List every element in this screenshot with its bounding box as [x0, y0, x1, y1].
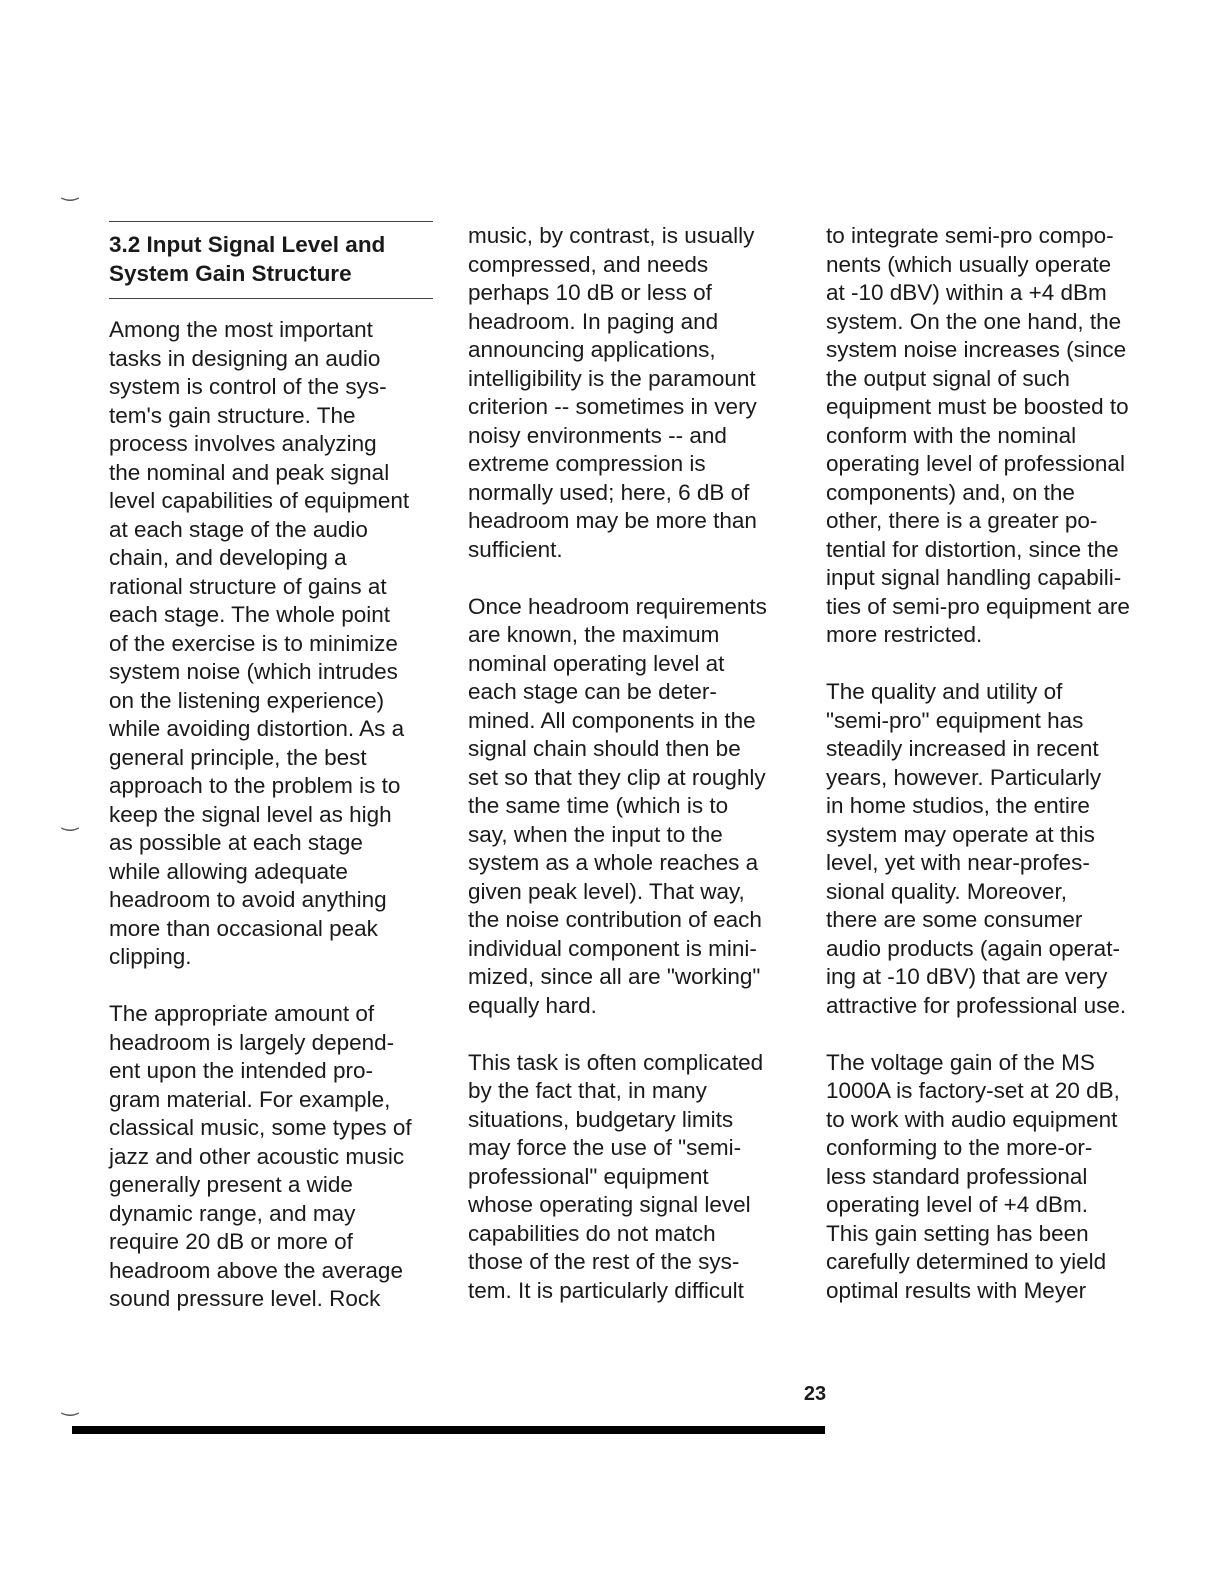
text-line: The quality and utility of	[826, 679, 1063, 704]
text-line: classical music, some types of	[109, 1115, 412, 1140]
heading-bottom-rule	[109, 298, 433, 299]
text-line: conforming to the more-or-	[826, 1135, 1093, 1160]
section-heading	[109, 230, 385, 288]
paragraph	[468, 222, 798, 564]
text-line: headroom. In paging and	[468, 308, 719, 334]
section-heading-line-1: 3.2 Input Signal Level and	[109, 232, 386, 257]
paragraph	[109, 1000, 439, 1314]
text-line: perhaps 10 dB or less of	[468, 280, 712, 305]
text-line: capabilities do not match	[468, 1220, 716, 1246]
text-line: system. On the one hand, the	[826, 308, 1122, 334]
text-line: mized, since all are "working"	[468, 964, 761, 989]
text-line: there are some consumer	[826, 907, 1083, 932]
text-line: situations, budgetary limits	[468, 1106, 734, 1132]
text-line: level, yet with near-profes-	[826, 850, 1090, 875]
text-line: the noise contribution of each	[468, 907, 762, 932]
text-line: input signal handling capabili-	[826, 565, 1122, 590]
text-line: keep the signal level as high	[109, 801, 392, 827]
text-line: general principle, the best	[109, 744, 367, 770]
text-line: other, there is a greater po-	[826, 508, 1098, 533]
text-line: normally used; here, 6 dB of	[468, 479, 750, 505]
text-line: announcing applications,	[468, 337, 716, 362]
paragraph	[826, 222, 1166, 650]
text-line: Once headroom requirements	[468, 593, 767, 619]
text-line: given peak level). That way,	[468, 878, 745, 904]
text-line: tential for distortion, since the	[826, 536, 1119, 562]
text-line: signal chain should then be	[468, 736, 741, 761]
text-line: system as a whole reaches a	[468, 850, 759, 875]
text-line: more restricted.	[826, 622, 983, 647]
text-line: music, by contrast, is usually	[468, 223, 755, 248]
text-line: headroom is largely depend-	[109, 1029, 395, 1055]
footer-rule-bar	[72, 1426, 825, 1434]
text-line: sional quality. Moreover,	[826, 878, 1067, 904]
paragraph	[826, 1049, 1166, 1306]
text-line: generally present a wide	[109, 1172, 353, 1197]
text-line: components) and, on the	[826, 479, 1075, 505]
text-line: mined. All components in the	[468, 707, 756, 733]
text-line: This task is often complicated	[468, 1049, 764, 1075]
text-line: to work with audio equipment	[826, 1106, 1118, 1132]
text-line: process involves analyzing	[109, 431, 377, 456]
text-line: the same time (which is to	[468, 793, 729, 818]
text-line: headroom above the average	[109, 1257, 403, 1283]
text-line: carefully determined to yield	[826, 1249, 1107, 1274]
text-line: require 20 dB or more of	[109, 1229, 353, 1254]
text-line: operating level of professional	[826, 451, 1125, 476]
text-line: rational structure of gains at	[109, 573, 387, 599]
text-line: attractive for professional use.	[826, 992, 1127, 1018]
text-line: dynamic range, and may	[109, 1200, 356, 1226]
text-line: sufficient.	[468, 536, 563, 562]
text-line: headroom to avoid anything	[109, 887, 387, 912]
text-line: the output signal of such	[826, 365, 1070, 391]
text-line: audio products (again operat-	[826, 935, 1120, 961]
text-line: This gain setting has been	[826, 1220, 1089, 1246]
text-line: chain, and developing a	[109, 545, 347, 570]
text-line: are known, the maximum	[468, 622, 720, 647]
text-line: nents (which usually operate	[826, 251, 1112, 277]
text-line: The appropriate amount of	[109, 1001, 375, 1026]
text-line: set so that they clip at roughly	[468, 764, 766, 790]
text-line: operating level of +4 dBm.	[826, 1192, 1089, 1217]
text-line: steadily increased in recent	[826, 736, 1099, 761]
text-line: less standard professional	[826, 1163, 1088, 1189]
text-line: nominal operating level at	[468, 650, 725, 676]
text-line: by the fact that, in many	[468, 1078, 707, 1103]
text-line: "semi-pro" equipment has	[826, 707, 1084, 733]
text-line: each stage can be deter-	[468, 679, 717, 704]
scan-mark-icon: ‿	[62, 1394, 79, 1416]
text-line: professional" equipment	[468, 1163, 709, 1189]
text-line: the nominal and peak signal	[109, 459, 390, 485]
text-line: approach to the problem is to	[109, 773, 401, 798]
text-line: system noise increases (since	[826, 337, 1127, 362]
text-line: those of the rest of the sys-	[468, 1249, 740, 1274]
page-number: 23	[803, 1383, 827, 1405]
text-line: each stage. The whole point	[109, 602, 391, 627]
text-line: while allowing adequate	[109, 858, 348, 884]
paragraph	[468, 1049, 798, 1306]
text-line: compressed, and needs	[468, 251, 709, 277]
text-line: Among the most important	[109, 317, 373, 342]
text-column-2	[468, 222, 798, 1305]
text-line: while avoiding distortion. As a	[109, 716, 405, 741]
text-line: ties of semi-pro equipment are	[826, 593, 1130, 619]
text-column-3	[826, 222, 1166, 1305]
paragraph-gap	[468, 564, 798, 593]
paragraph-gap	[826, 1020, 1166, 1049]
text-line: The voltage gain of the MS	[826, 1049, 1095, 1075]
text-line: noisy environments -- and	[468, 422, 727, 448]
text-line: tem's gain structure. The	[109, 402, 356, 428]
text-line: years, however. Particularly	[826, 764, 1102, 790]
text-line: optimal results with Meyer	[826, 1277, 1087, 1303]
text-line: as possible at each stage	[109, 830, 363, 855]
text-line: ing at -10 dBV) that are very	[826, 964, 1108, 989]
text-line: on the listening experience)	[109, 687, 385, 713]
text-line: at each stage of the audio	[109, 516, 368, 542]
text-line: clipping.	[109, 944, 192, 969]
text-line: level capabilities of equipment	[109, 488, 410, 513]
text-line: jazz and other acoustic music	[109, 1143, 405, 1169]
text-line: equipment must be boosted to	[826, 394, 1129, 419]
scan-mark-icon: ‿	[62, 809, 79, 831]
text-line: whose operating signal level	[468, 1192, 751, 1217]
text-line: ent upon the intended pro-	[109, 1058, 373, 1083]
text-line: in home studios, the entire	[826, 793, 1090, 818]
text-line: headroom may be more than	[468, 508, 757, 533]
text-line: system may operate at this	[826, 821, 1095, 847]
scan-mark-icon: ‿	[62, 179, 79, 201]
text-line: gram material. For example,	[109, 1086, 391, 1112]
text-column-1	[109, 316, 439, 1314]
text-line: may force the use of "semi-	[468, 1135, 742, 1160]
text-line: extreme compression is	[468, 451, 706, 476]
text-line: of the exercise is to minimize	[109, 630, 398, 656]
text-line: equally hard.	[468, 992, 597, 1018]
text-line: tem. It is particularly difficult	[468, 1277, 744, 1303]
paragraph	[109, 316, 439, 972]
paragraph-gap	[468, 1020, 798, 1049]
text-line: individual component is mini-	[468, 935, 757, 961]
text-line: intelligibility is the paramount	[468, 365, 756, 391]
text-line: system noise (which intrudes	[109, 659, 398, 684]
text-line: 1000A is factory-set at 20 dB,	[826, 1078, 1120, 1103]
section-heading-line-2: System Gain Structure	[109, 261, 352, 286]
text-line: to integrate semi-pro compo-	[826, 223, 1114, 248]
text-line: tasks in designing an audio	[109, 345, 381, 371]
paragraph-gap	[109, 972, 439, 1001]
text-line: at -10 dBV) within a +4 dBm	[826, 280, 1107, 305]
paragraph	[468, 593, 798, 1021]
paragraph	[826, 678, 1166, 1020]
text-line: more than occasional peak	[109, 915, 378, 941]
text-line: criterion -- sometimes in very	[468, 394, 757, 419]
paragraph-gap	[826, 650, 1166, 679]
text-line: conform with the nominal	[826, 422, 1077, 448]
text-line: sound pressure level. Rock	[109, 1286, 381, 1311]
text-line: system is control of the sys-	[109, 374, 387, 399]
heading-top-rule	[109, 221, 433, 222]
text-line: say, when the input to the	[468, 821, 723, 847]
